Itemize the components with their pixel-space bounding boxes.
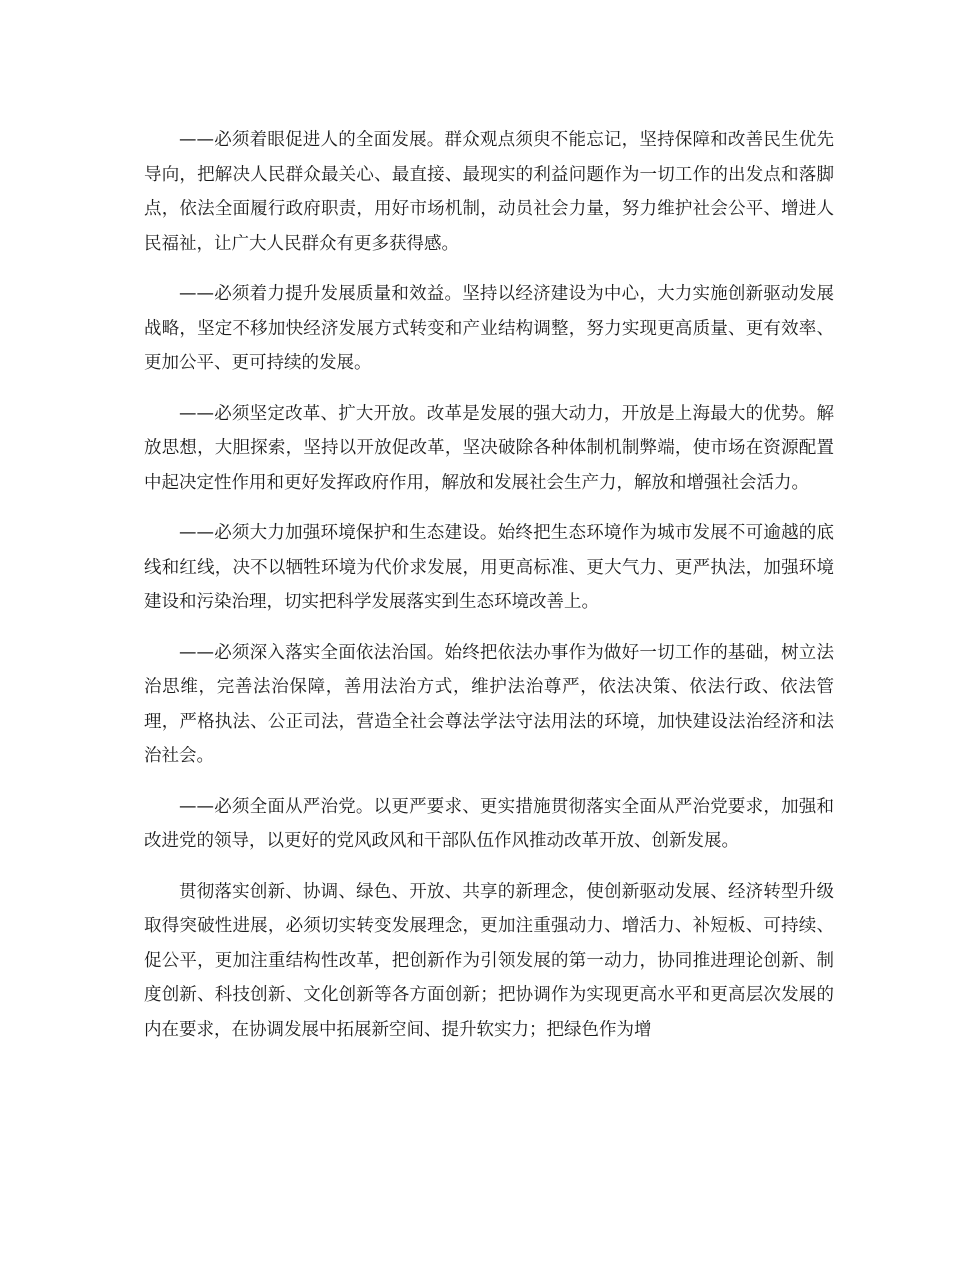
document-body xyxy=(144,123,834,1063)
paragraph-rule-of-law: ——必须深入落实全面依法治国。始终把依法办事作为做好一切工作的基础，树立法治思维，完善法治保障，善用法治方式，维护法治尊严，依法决策、依法行政、依法管理，严格执法、公正司法，营造全社会尊法学法守法用法的环境，加快建设法治经济和法治社会。 xyxy=(144,642,834,766)
paragraph-reform-opening: ——必须坚定改革、扩大开放。改革是发展的强大动力，开放是上海最大的优势。解放思想，大胆探索，坚持以开放促改革，坚决破除各种体制机制弊端，使市场在资源配置中起决定性作用和更好发挥政府作用，解放和发展社会生产力，解放和增强社会活力。 xyxy=(144,403,834,493)
paragraph-new-concepts: 贯彻落实创新、协调、绿色、开放、共享的新理念，使创新驱动发展、经济转型升级取得突破性进展，必须切实转变发展理念，更加注重强动力、增活力、补短板、可持续、促公平，更加注重结构性改革，把创新作为引领发展的第一动力，协同推进理论创新、制度创新、科技创新、文化创新等各方面创新；把协调作为实现更高水平和更高层次发展的内在要求，在协调发展中拓展新空间、提升软实力；把绿色作为增 xyxy=(144,881,834,1040)
paragraph-quality-efficiency: ——必须着力提升发展质量和效益。坚持以经济建设为中心，大力实施创新驱动发展战略，坚定不移加快经济发展方式转变和产业结构调整，努力实现更高质量、更有效率、更加公平、更可持续的发展。 xyxy=(144,284,834,373)
paragraph-people-development: ——必须着眼促进人的全面发展。群众观点须臾不能忘记，坚持保障和改善民生优先导向，把解决人民群众最关心、最直接、最现实的利益问题作为一切工作的出发点和落脚点，依法全面履行政府职责，用好市场机制，动员社会力量，努力维护社会公平、增进人民福祉，让广大人民群众有更多获得感。 xyxy=(144,130,834,254)
paragraph-environment-protection: ——必须大力加强环境保护和生态建设。始终把生态环境作为城市发展不可逾越的底线和红线，决不以牺牲环境为代价求发展，用更高标准、更大气力、更严执法，加强环境建设和污染治理，切实把科学发展落实到生态环境改善上。 xyxy=(144,523,834,612)
paragraph-party-governance: ——必须全面从严治党。以更严要求、更实措施贯彻落实全面从严治党要求，加强和改进党的领导，以更好的党风政风和干部队伍作风推动改革开放、创新发展。 xyxy=(144,796,834,851)
